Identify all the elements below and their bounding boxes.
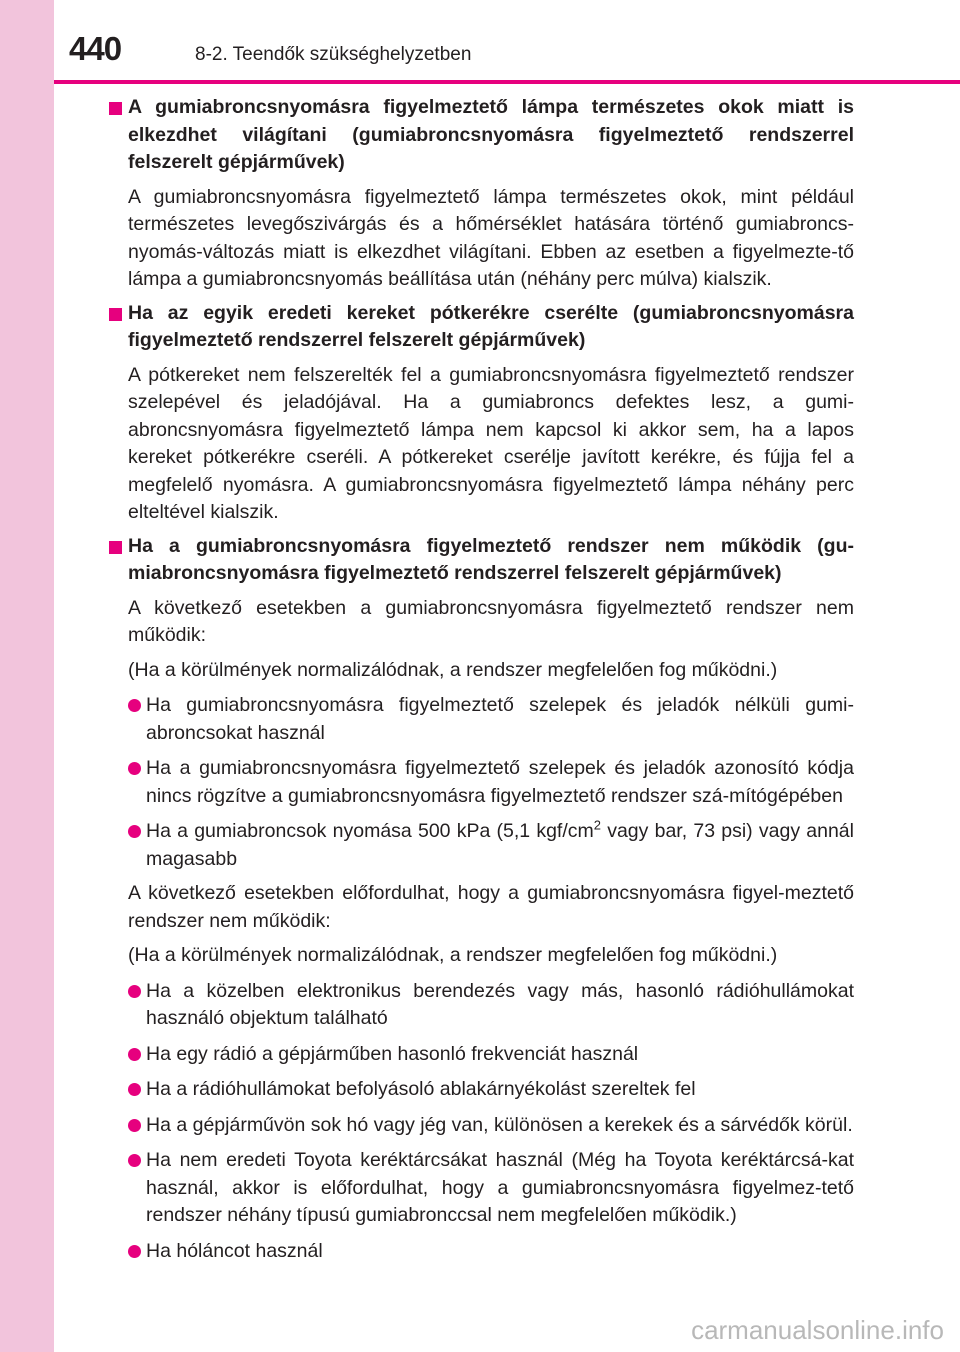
list-item [128, 755, 854, 810]
list-item-text: Ha hóláncot használ [146, 1239, 323, 1262]
bullet-dot-icon [128, 985, 141, 998]
list-item [128, 692, 854, 747]
section-paragraph: A pótkereket nem felszerelték fel a gumiabroncsnyomásra figyelmeztető rendszer szelepével és jeladójával. Ha a gumiabroncs defektes lesz, a gumi-abroncsnyomásra figyelmeztető lámpa nem kapcsol ki akkor sem, ha a lapos kereket pótkerékre cseréli. A pótkereket cserélje javított kerékre, és fújja fel a megfelelő nyomásra. A gumiabroncsnyomásra figyelmeztető lámpa néhány perc elteltével kialszik. [128, 363, 854, 523]
list-item-text: Ha a gépjárművön sok hó vagy jég van, különösen a kerekek és a sárvédők körül. [146, 1113, 853, 1136]
section-title: Ha a gumiabroncsnyomásra figyelmeztető rendszer nem működik (gu-miabroncsnyomásra figyelmeztető rendszerrel felszerelt gépjárművek) [128, 534, 854, 584]
section-paragraph: A gumiabroncsnyomásra figyelmeztető lámpa természetes okok, mint például természetes levegőszivárgás és a hőmérséklet hatására történő gumiabroncs-nyomás-változás miatt is elkezdhet világítani. Ebben az esetben a figyelmezte-tő lámpa a gumiabroncsnyomás beállítása után (néhány perc múlva) kialszik. [128, 185, 854, 290]
list-item-text: Ha a gumiabroncsnyomásra figyelmeztető szelepek és jeladók azonosító kódja nincs rögzítve a gumiabroncsnyomásra figyelmeztető rendszer szá-mítógépében [146, 757, 854, 807]
list-item [128, 1238, 854, 1266]
section-square-icon [109, 541, 122, 554]
page-number: 440 [69, 30, 122, 67]
watermark: carmanualsonline.info [691, 1315, 944, 1345]
list-item [128, 1112, 854, 1140]
chapter-tab-bar [0, 0, 54, 1352]
section-square-icon [109, 308, 122, 321]
superscript-2: 2 [593, 817, 601, 833]
list-item-text: Ha a rádióhullámokat befolyásoló ablakárnyékolást szereltek fel [146, 1078, 696, 1100]
section-spare-wheel [108, 300, 854, 527]
list-item-text: Ha gumiabroncsnyomásra figyelmeztető szelepek és jeladók nélküli gumi-abroncsokat használ [146, 694, 854, 744]
bullet-dot-icon [128, 825, 141, 838]
header-divider [54, 80, 960, 84]
section-square-icon [109, 102, 122, 115]
section-title: Ha az egyik eredeti kereket pótkerékre cserélte (gumiabroncsnyomásra figyelmeztető rendszerrel felszerelt gépjárművek) [128, 301, 854, 351]
chapter-title: 8-2. Teendők szükséghelyzetben [195, 44, 472, 65]
list-item [128, 818, 854, 873]
list-item-text-a: Ha a gumiabroncsok nyomása 500 kPa (5,1 kgf/cm [146, 820, 594, 842]
list-item [128, 1041, 854, 1069]
list-item [128, 978, 854, 1033]
bullet-dot-icon [128, 1119, 141, 1132]
bullet-dot-icon [128, 1154, 141, 1167]
bullet-dot-icon [128, 1048, 141, 1061]
section-intro: A következő esetekben a gumiabroncsnyomásra figyelmeztető rendszer nem működik: [128, 596, 854, 646]
page-content [108, 88, 854, 1265]
bullet-dot-icon [128, 1245, 141, 1258]
section-intro: A következő esetekben előfordulhat, hogy a gumiabroncsnyomásra figyel-meztető rendszer nem működik: [128, 882, 854, 932]
section-system-not-working [108, 533, 854, 1266]
list-item-text: Ha a közelben elektronikus berendezés vagy más, hasonló rádióhullámokat használó objektum található [146, 979, 854, 1029]
section-natural-causes [108, 94, 854, 294]
bullet-dot-icon [128, 1083, 141, 1096]
list-item [128, 1147, 854, 1230]
list-item-text: Ha nem eredeti Toyota keréktárcsákat használ (Még ha Toyota keréktárcsá-kat használ, akkor is előfordulhat, hogy a gumiabroncsnyomásra figyelmez-tető rendszer néhány típusú gumiabronccsal nem megfelelően működik.) [146, 1149, 854, 1226]
page-header [54, 0, 960, 85]
bullet-dot-icon [128, 762, 141, 775]
list-item-text: Ha egy rádió a gépjárműben hasonló frekvenciát használ [146, 1042, 639, 1065]
list-item [128, 1076, 854, 1104]
section-note: (Ha a körülmények normalizálódnak, a rendszer megfelelően fog működni.) [128, 944, 778, 966]
bullet-dot-icon [128, 699, 141, 712]
list-item-text-b: vagy bar, 73 psi) vagy annál magasabb [146, 820, 854, 870]
section-note: (Ha a körülmények normalizálódnak, a rendszer megfelelően fog működni.) [128, 658, 778, 681]
section-title: A gumiabroncsnyomásra figyelmeztető lámpa természetes okok miatt is elkezdhet világítani (gumiabroncsnyomásra figyelmeztető rendszerrel felszerelt gépjárművek) [128, 96, 854, 173]
